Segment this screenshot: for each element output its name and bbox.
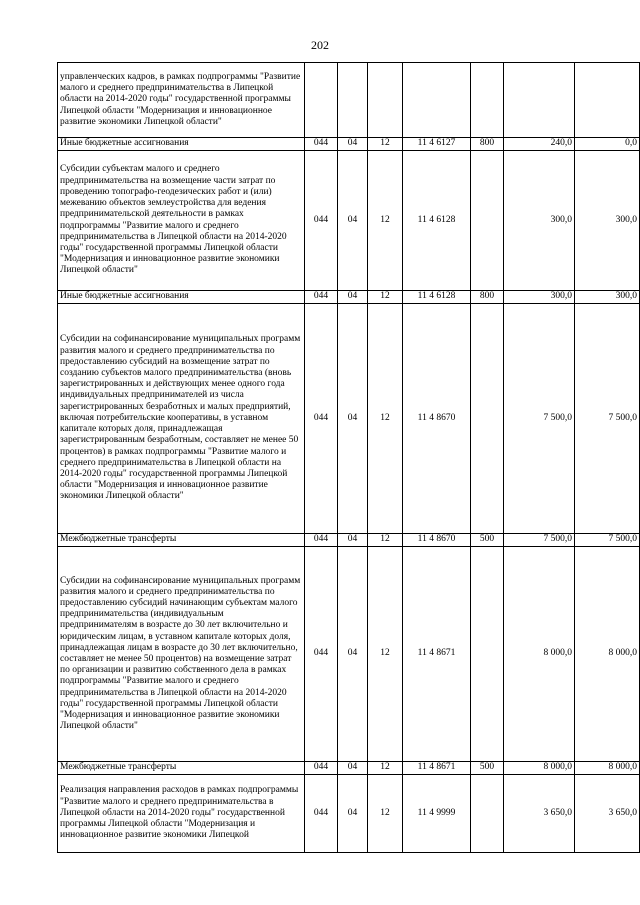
row-description: Межбюджетные трансферты	[58, 762, 305, 775]
row-ministry-code: 044	[305, 547, 338, 762]
row-amount-2016: 7 500,0	[575, 534, 640, 547]
row-expense-type	[471, 63, 504, 138]
table-row	[58, 151, 640, 291]
row-section-code: 04	[338, 304, 368, 534]
row-expense-type	[471, 304, 504, 534]
row-expense-type: 800	[471, 138, 504, 151]
row-ministry-code: 044	[305, 534, 338, 547]
row-description: Межбюджетные трансферты	[58, 534, 305, 547]
row-subsection-code: 12	[368, 547, 403, 762]
row-subsection-code: 12	[368, 291, 403, 304]
row-target-article	[403, 63, 471, 138]
row-amount-2016: 8 000,0	[575, 547, 640, 762]
row-target-article: 11 4 6127	[403, 138, 471, 151]
table-row	[58, 534, 640, 547]
row-ministry-code: 044	[305, 304, 338, 534]
row-amount-2016: 300,0	[575, 151, 640, 291]
row-target-article: 11 4 9999	[403, 775, 471, 853]
row-target-article: 11 4 8670	[403, 534, 471, 547]
row-target-article: 11 4 6128	[403, 291, 471, 304]
row-subsection-code: 12	[368, 304, 403, 534]
row-section-code: 04	[338, 138, 368, 151]
row-section-code: 04	[338, 151, 368, 291]
table-row	[58, 291, 640, 304]
row-amount-2016: 300,0	[575, 291, 640, 304]
row-section-code: 04	[338, 775, 368, 853]
row-section-code: 04	[338, 547, 368, 762]
row-target-article: 11 4 8671	[403, 547, 471, 762]
row-amount-2015: 7 500,0	[504, 534, 575, 547]
table-row	[58, 775, 640, 853]
table-row	[58, 304, 640, 534]
row-target-article: 11 4 8671	[403, 762, 471, 775]
row-amount-2015: 3 650,0	[504, 775, 575, 853]
row-section-code	[338, 63, 368, 138]
row-ministry-code: 044	[305, 762, 338, 775]
row-amount-2016	[575, 63, 640, 138]
row-expense-type: 500	[471, 534, 504, 547]
table-row	[58, 547, 640, 762]
row-description: Иные бюджетные ассигнования	[58, 138, 305, 151]
row-subsection-code: 12	[368, 151, 403, 291]
row-expense-type	[471, 775, 504, 853]
row-description: Субсидии на софинансирование муниципальных программ развития малого и среднего предпринимательства по предоставлению субсидий на возмещение затрат по созданию субъектов малого предпринимательства (вновь зарегистрированных и действующих менее одного года индивидуальных предпринимателей из числа зарегистрированных безработных и малых предприятий, включая потребительские кооперативы, в уставном капитале которых доля, принадлежащая зарегистрированным безработным, составляет не менее 50 процентов) в рамках подпрограммы "Развитие малого и среднего предпринимательства в Липецкой области на 2014-2020 годы" государственной программы Липецкой области "Модернизация и инновационное развитие экономики Липецкой области"	[58, 304, 305, 534]
row-subsection-code	[368, 63, 403, 138]
row-ministry-code: 044	[305, 291, 338, 304]
row-description: управленческих кадров, в рамках подпрограммы "Развитие малого и среднего предпринимательства в Липецкой области на 2014-2020 годы" государственной программы Липецкой области "Модернизация и инновационное развитие экономики Липецкой области"	[58, 63, 305, 138]
row-expense-type	[471, 547, 504, 762]
row-amount-2015: 300,0	[504, 291, 575, 304]
row-section-code: 04	[338, 762, 368, 775]
row-target-article: 11 4 8670	[403, 304, 471, 534]
budget-table	[57, 62, 640, 853]
row-section-code: 04	[338, 291, 368, 304]
table-row	[58, 63, 640, 138]
row-ministry-code: 044	[305, 151, 338, 291]
row-description: Иные бюджетные ассигнования	[58, 291, 305, 304]
table-row	[58, 138, 640, 151]
row-section-code: 04	[338, 534, 368, 547]
row-ministry-code: 044	[305, 138, 338, 151]
row-target-article: 11 4 6128	[403, 151, 471, 291]
row-amount-2015: 300,0	[504, 151, 575, 291]
row-amount-2015: 7 500,0	[504, 304, 575, 534]
row-subsection-code: 12	[368, 762, 403, 775]
row-amount-2016: 8 000,0	[575, 762, 640, 775]
row-amount-2015: 8 000,0	[504, 762, 575, 775]
row-description: Субсидии на софинансирование муниципальных программ развития малого и среднего предпринимательства по предоставлению субсидий начинающим субъектам малого предпринимательства (индивидуальным предпринимателям в возрасте до 30 лет включительно и юридическим лицам, в уставном капитале которых доля, принадлежащая лицам в возрасте до 30 лет включительно, составляет не менее 50 процентов) на возмещение затрат по организации и развитию собственного дела в рамках подпрограммы "Развитие малого и среднего предпринимательства в Липецкой области на 2014-2020 годы" государственной программы Липецкой области "Модернизация и инновационное развитие экономики Липецкой области"	[58, 547, 305, 762]
row-amount-2016: 3 650,0	[575, 775, 640, 853]
row-description: Реализация направления расходов в рамках подпрограммы "Развитие малого и среднего предпринимательства в Липецкой области на 2014-2020 годы" государственной программы Липецкой области "Модернизация и инновационное развитие экономики Липецкой	[58, 775, 305, 853]
row-expense-type: 500	[471, 762, 504, 775]
row-amount-2015	[504, 63, 575, 138]
row-amount-2016: 7 500,0	[575, 304, 640, 534]
row-amount-2016: 0,0	[575, 138, 640, 151]
row-amount-2015: 240,0	[504, 138, 575, 151]
row-amount-2015: 8 000,0	[504, 547, 575, 762]
table-row	[58, 762, 640, 775]
row-expense-type: 800	[471, 291, 504, 304]
row-subsection-code: 12	[368, 138, 403, 151]
row-ministry-code	[305, 63, 338, 138]
row-subsection-code: 12	[368, 534, 403, 547]
page-number: 202	[311, 38, 329, 52]
row-subsection-code: 12	[368, 775, 403, 853]
row-ministry-code: 044	[305, 775, 338, 853]
row-description: Субсидии субъектам малого и среднего предпринимательства на возмещение части затрат по проведению топографо-геодезических работ и (или) межеванию объектов землеустройства для ведения предпринимательской деятельности в рамках подпрограммы "Развитие малого и среднего предпринимательства в Липецкой области на 2014-2020 годы" государственной программы Липецкой области "Модернизация и инновационное развитие экономики Липецкой области"	[58, 151, 305, 291]
row-expense-type	[471, 151, 504, 291]
